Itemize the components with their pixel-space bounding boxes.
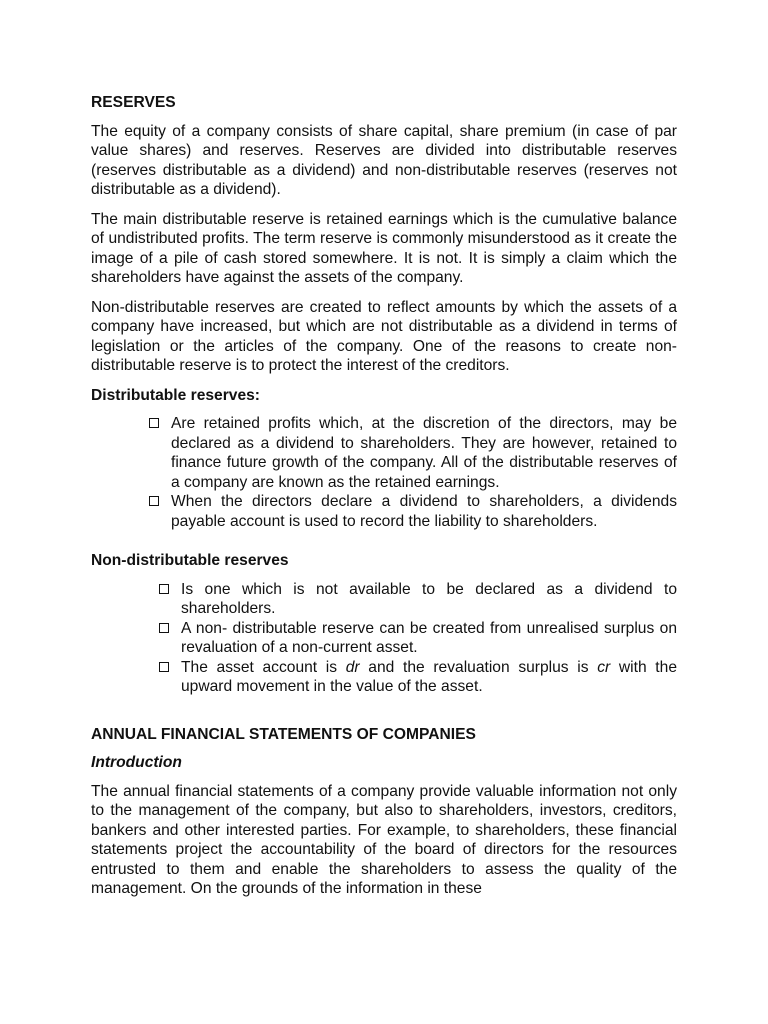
list-item-text-part: and the revaluation surplus is — [359, 658, 598, 676]
list-item — [171, 492, 677, 531]
list-item-text: Are retained profits which, at the discretion of the directors, may be declared as a dividend to shareholders. They are however, retained to finance future growth of the company. All of the distributable reserves of a company are known as the retained earnings. — [171, 415, 677, 491]
section-heading-afs: ANNUAL FINANCIAL STATEMENTS OF COMPANIES — [91, 725, 476, 743]
list-item-text: A non- distributable reserve can be created from unrealised surplus on revaluation of a non-current asset. — [181, 619, 677, 656]
list-item — [181, 619, 677, 658]
section-heading-non-distributable: Non-distributable reserves — [91, 552, 289, 569]
non-distributable-bullet-list — [91, 580, 677, 697]
list-item-text: When the directors declare a dividend to shareholders, a dividends payable account is used to record the liability to shareholders. — [171, 493, 677, 530]
list-item-text — [181, 659, 677, 696]
afs-paragraph-1: The annual financial statements of a company provide valuable information not only to the management of the company, but also to shareholders, investors, creditors, bankers and other interested parties. For example, to shareholders, these financial statements project the accountability of the board of directors for the resources entrusted to them and enable the shareholders to assess the quality of the management. On the grounds of the information in these — [91, 782, 677, 897]
checkbox-bullet-icon — [159, 584, 169, 594]
debit-abbreviation: dr — [345, 658, 360, 676]
section-subheading-introduction: Introduction — [91, 754, 182, 771]
checkbox-bullet-icon — [159, 662, 169, 672]
distributable-bullet-list — [91, 414, 677, 531]
credit-abbreviation: cr — [597, 658, 611, 676]
list-item — [181, 580, 677, 619]
section-heading-distributable: Distributable reserves: — [91, 386, 261, 404]
reserves-paragraph-3: Non-distributable reserves are created to reflect amounts by which the assets of a company have increased, but which are not distributable as a dividend in terms of legislation or the articles of the company. One of the reasons to create non-distributable reserve is to protect the interest of the creditors. — [91, 298, 677, 374]
list-item — [171, 414, 677, 492]
list-item-text-part: The asset account is — [181, 658, 346, 676]
section-heading-reserves: RESERVES — [91, 94, 176, 111]
list-item-text-part: with the upward movement in the value of the asset. — [181, 658, 677, 695]
reserves-paragraph-1: The equity of a company consists of share capital, share premium (in case of par value shares) and reserves. Reserves are divided into distributable reserves (reserves distributable as a dividend) and non-distributable reserves (reserves not distributable as a dividend). — [91, 122, 677, 198]
list-item — [181, 658, 677, 697]
checkbox-bullet-icon — [149, 418, 159, 428]
reserves-paragraph-2: The main distributable reserve is retained earnings which is the cumulative balance of undistributed profits. The term reserve is commonly misunderstood as it create the image of a pile of cash stored somewhere. It is not. It is simply a claim which the shareholders have against the assets of the company. — [91, 210, 677, 286]
list-item-text: Is one which is not available to be declared as a dividend to shareholders. — [181, 580, 677, 617]
checkbox-bullet-icon — [159, 623, 169, 633]
checkbox-bullet-icon — [149, 496, 159, 506]
